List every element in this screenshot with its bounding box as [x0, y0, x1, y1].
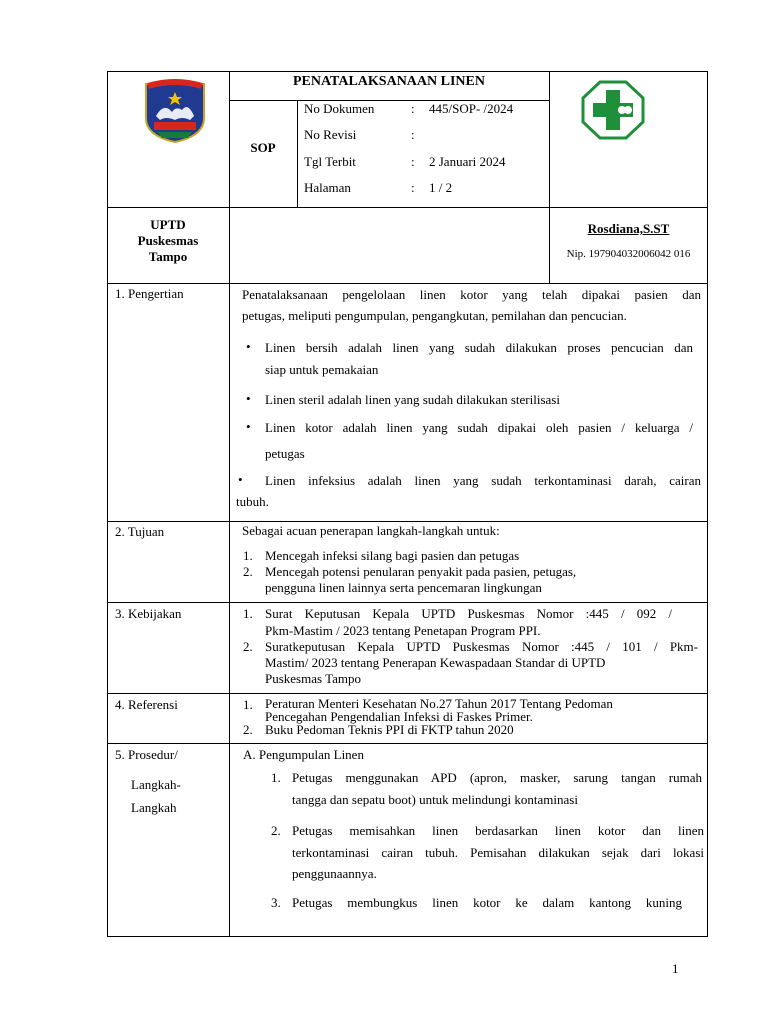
meta-colon: :: [411, 154, 415, 169]
divider: [107, 521, 708, 522]
pengertian-bullet: Linen kotor adalah linen yang sudah dipakai oleh pasien / keluarga /: [265, 420, 693, 435]
divider: [297, 100, 298, 207]
kebijakan-item: Puskesmas Tampo: [265, 671, 361, 686]
section-label-tujuan: 2. Tujuan: [115, 524, 165, 539]
meta-label: Halaman: [304, 180, 351, 195]
bullet-icon: •: [238, 472, 243, 487]
prosedur-step: Petugas memisahkan linen berdasarkan linen kotor dan linen: [292, 823, 704, 838]
prosedur-heading: A. Pengumpulan Linen: [243, 747, 364, 762]
list-number: 2.: [243, 722, 253, 737]
tujuan-item: Mencegah potensi penularan penyakit pada pasien, petugas,: [265, 564, 577, 579]
prosedur-step: penggunaannya.: [292, 866, 377, 881]
divider: [107, 207, 708, 208]
tujuan-item: pengguna linen lainnya serta pencemaran lingkungan: [265, 580, 542, 595]
tujuan-item: Mencegah infeksi silang bagi pasien dan petugas: [265, 548, 520, 563]
list-number: 2.: [243, 564, 253, 579]
prosedur-step: Petugas membungkus linen kotor ke dalam kantong kuning: [292, 895, 682, 910]
kebijakan-item: Mastim/ 2023 tentang Penerapan Kewaspadaan Standar di UPTD: [265, 655, 606, 670]
kebijakan-item: Pkm-Mastim / 2023 tentang Penetapan Program PPI.: [265, 623, 541, 638]
org-line: UPTD: [150, 217, 186, 232]
divider: [107, 743, 708, 744]
divider: [107, 283, 708, 284]
pengertian-bullet: Linen infeksius adalah linen yang sudah terkontaminasi darah, cairan: [265, 473, 701, 488]
section-label-referensi: 4. Referensi: [115, 697, 178, 712]
kebijakan-item: Suratkeputusan Kepala UPTD Puskesmas Nomor :445 / 101 / Pkm-: [265, 639, 698, 654]
section-label-prosedur: Langkah-: [131, 777, 181, 792]
prosedur-step: Petugas menggunakan APD (apron, masker, sarung tangan rumah: [292, 770, 702, 785]
pengertian-bullet: tubuh.: [236, 494, 269, 509]
meta-value-halaman: 1 / 2: [429, 180, 453, 195]
puskesmas-logo: [581, 80, 645, 140]
tujuan-intro: Sebagai acuan penerapan langkah-langkah untuk:: [242, 523, 500, 538]
meta-value-tgl-terbit: 2 Januari 2024: [429, 154, 506, 169]
org-line: Tampo: [148, 249, 188, 264]
signer-nip: Nip. 197904032006042 016: [566, 248, 691, 260]
kebijakan-item: Surat Keputusan Kepala UPTD Puskesmas Nomor :445 / 092 /: [265, 606, 672, 621]
kabupaten-muna-logo: [138, 76, 212, 144]
pengertian-bullet: petugas: [265, 446, 305, 461]
pengertian-bullet: Linen bersih adalah linen yang sudah dilakukan proses pencucian dan: [265, 340, 693, 355]
section-label-prosedur: 5. Prosedur/: [115, 747, 178, 762]
pengertian-bullet: Linen steril adalah linen yang sudah dilakukan sterilisasi: [265, 392, 560, 407]
list-number: 1.: [243, 548, 253, 563]
list-number: 1.: [271, 770, 281, 785]
pengertian-bullet: siap untuk pemakaian: [265, 362, 379, 377]
section-label-pengertian: 1. Pengertian: [115, 286, 184, 301]
sop-label: SOP: [250, 140, 276, 155]
divider: [107, 602, 708, 603]
document-title: PENATALAKSANAAN LINEN: [292, 74, 485, 89]
meta-colon: :: [411, 180, 415, 195]
list-number: 3.: [271, 895, 281, 910]
bullet-icon: •: [246, 419, 251, 434]
list-number: 2.: [243, 639, 253, 654]
meta-label: Tgl Terbit: [304, 154, 356, 169]
bullet-icon: •: [246, 391, 251, 406]
prosedur-step: tangga dan sepatu boot) untuk melindungi kontaminasi: [292, 792, 578, 807]
list-number: 1.: [243, 606, 253, 621]
section-label-kebijakan: 3. Kebijakan: [115, 606, 182, 621]
pengertian-intro: petugas, meliputi pengumpulan, pengangkutan, pemilahan dan pencucian.: [242, 308, 627, 323]
referensi-item: Buku Pedoman Teknis PPI di FKTP tahun 2020: [265, 722, 514, 737]
meta-colon: :: [411, 101, 415, 116]
referensi-item: Peraturan Menteri Kesehatan No.27 Tahun 2017 Tentang Pedoman: [265, 696, 613, 711]
divider: [229, 71, 230, 937]
signer-name: Rosdiana,S.ST: [587, 221, 670, 236]
divider: [107, 693, 708, 694]
page-number: 1: [672, 961, 679, 976]
meta-label: No Dokumen: [304, 101, 375, 116]
bullet-icon: •: [246, 339, 251, 354]
org-line: Puskesmas: [137, 233, 199, 248]
list-number: 2.: [271, 823, 281, 838]
meta-value-no-dokumen: 445/SOP- /2024: [429, 101, 514, 116]
meta-colon: :: [411, 127, 415, 142]
list-number: 1.: [243, 697, 253, 712]
section-label-prosedur: Langkah: [131, 800, 177, 815]
meta-label: No Revisi: [304, 127, 357, 142]
referensi-item: Pencegahan Pengendalian Infeksi di Faskes Primer.: [265, 709, 533, 724]
prosedur-step: terkontaminasi cairan tubuh. Pemisahan dilakukan sejak dari lokasi: [292, 845, 704, 860]
pengertian-intro: Penatalaksanaan pengelolaan linen kotor yang telah dipakai pasien dan: [242, 287, 701, 302]
